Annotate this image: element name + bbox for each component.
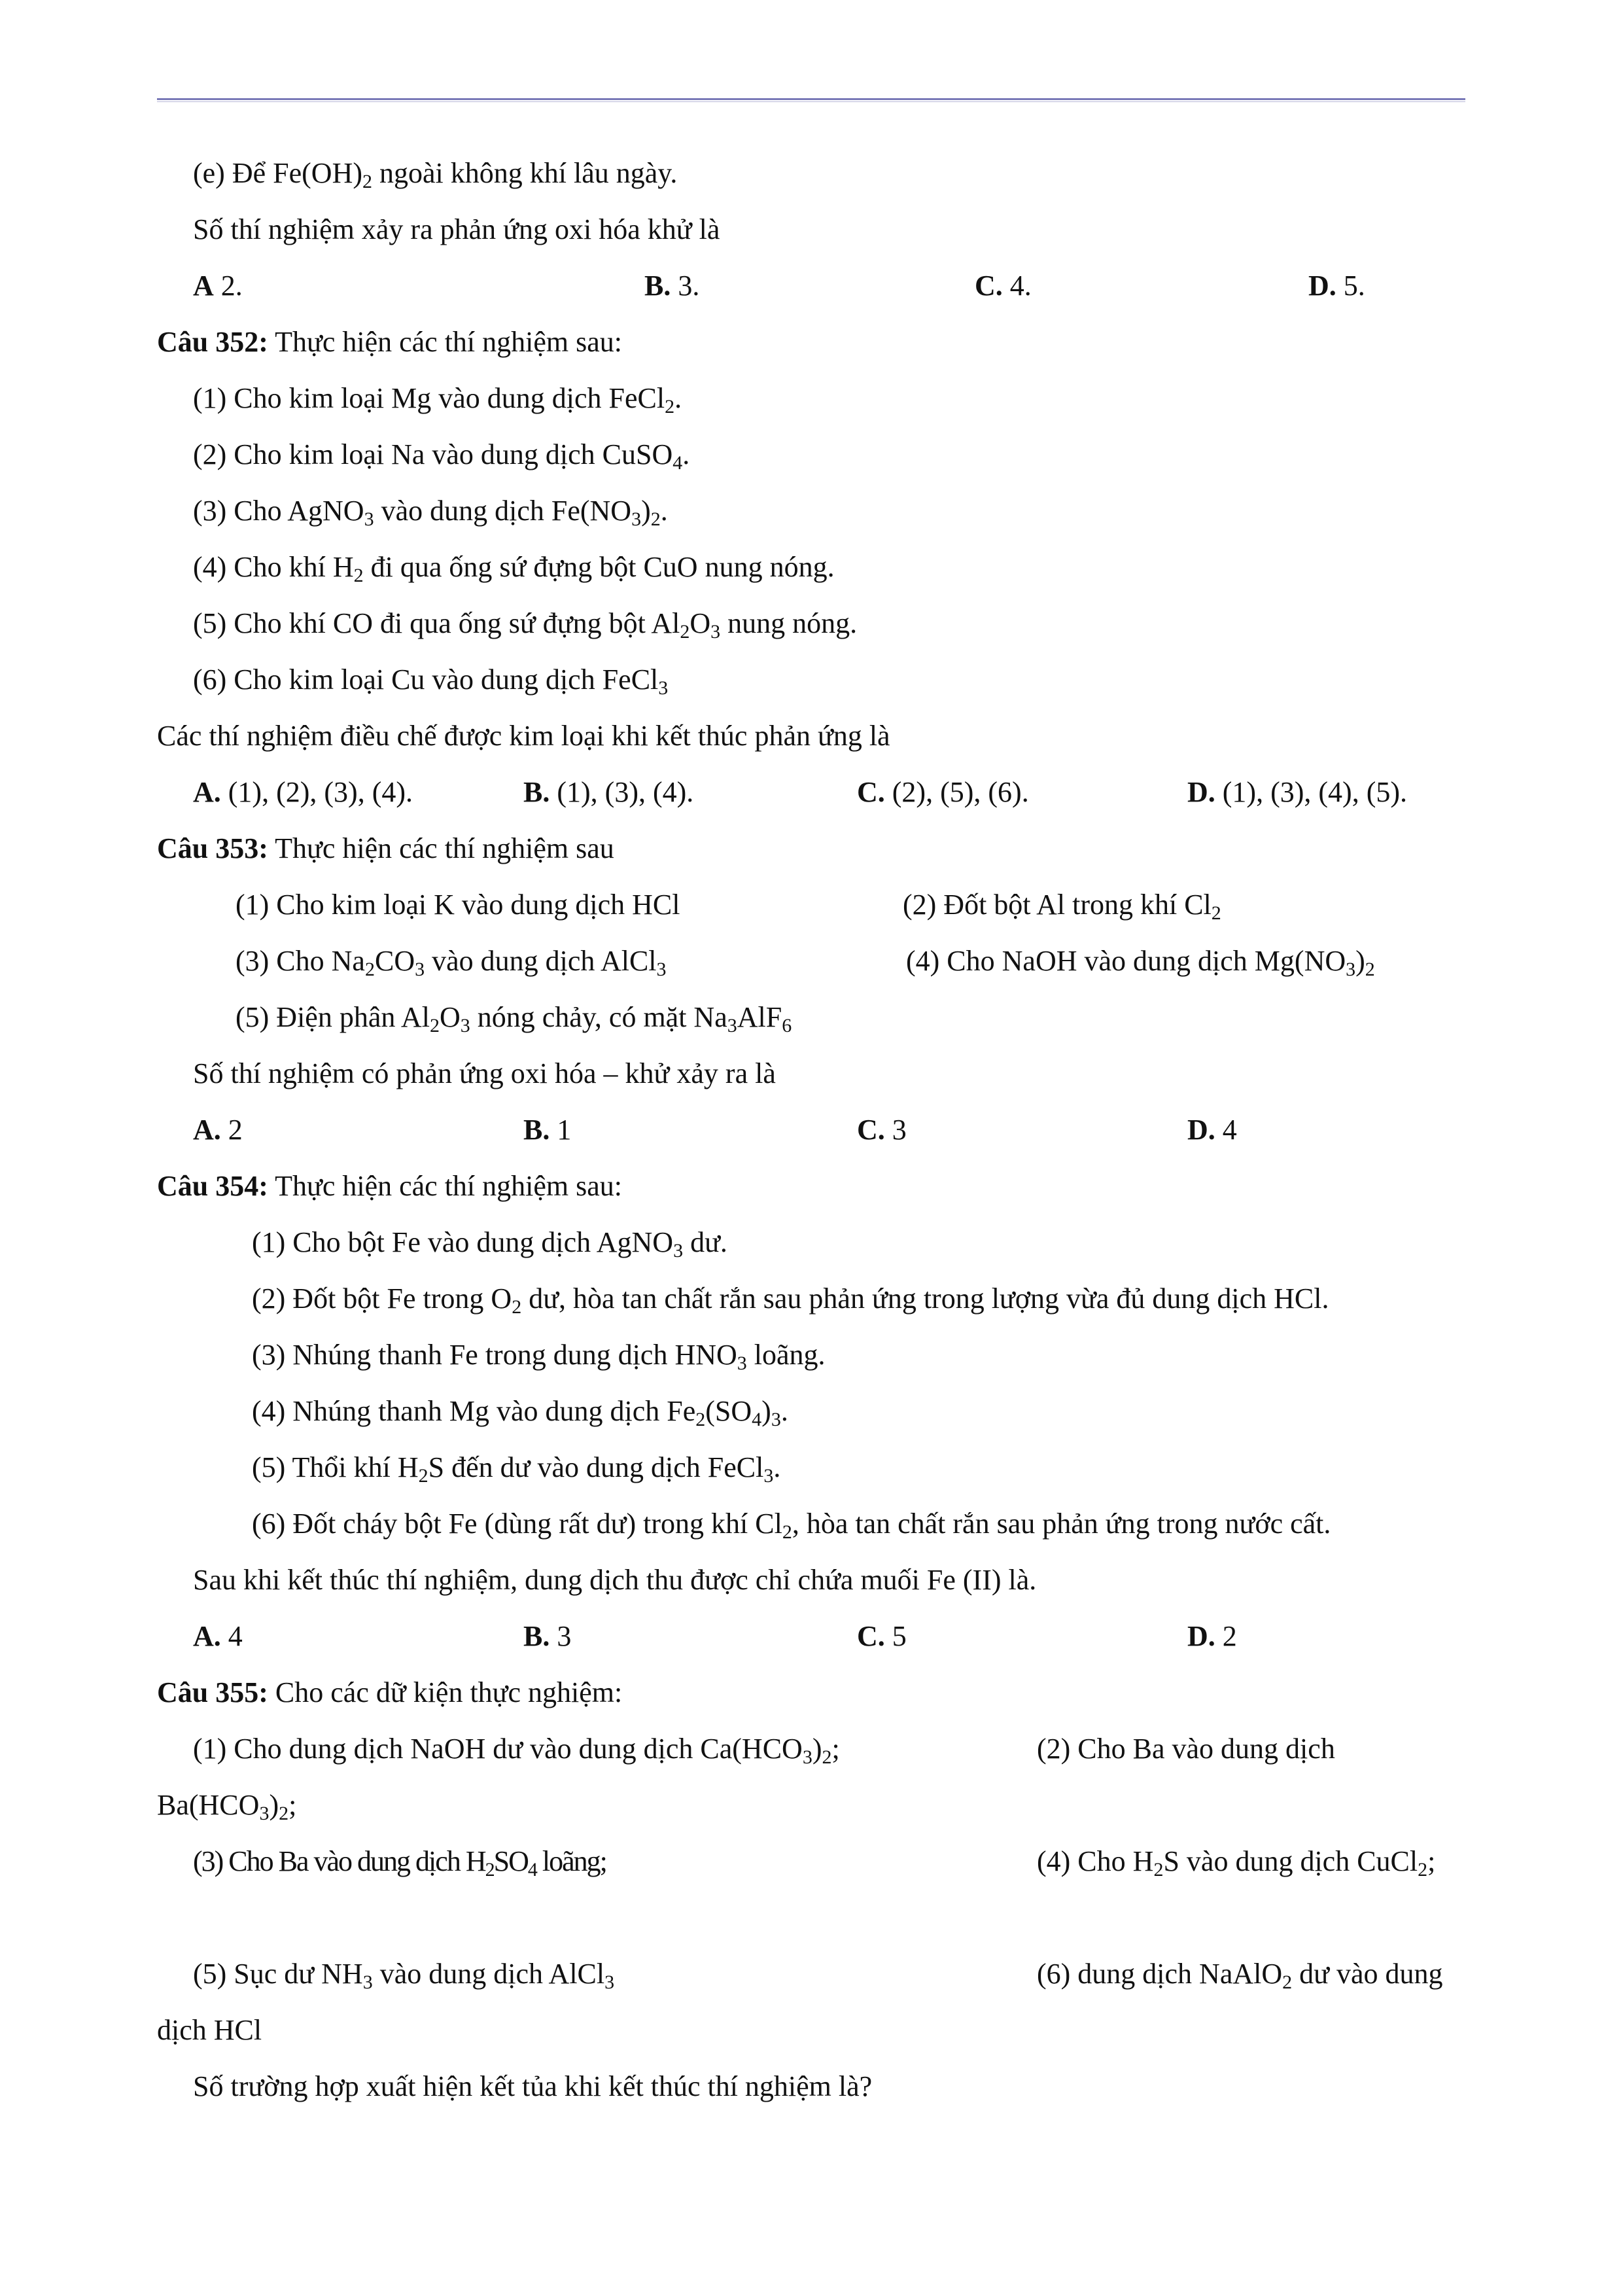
- subscript: 3: [460, 1015, 470, 1036]
- q355-item-1: (1) Cho dung dịch NaOH dư vào dung dịch $Ca(HCO_3)_2$;: [193, 1733, 840, 1768]
- q354-option-a[interactable]: A. 4: [193, 1620, 243, 1652]
- q354-option-c[interactable]: C. 5: [857, 1620, 907, 1652]
- q352-item-3: (3) Cho AgNO$_3$ vào dung dịch $Fe(NO_3)_2$.: [193, 495, 668, 530]
- q351-option-d[interactable]: D. 5.: [1308, 270, 1365, 302]
- subscript: 3: [737, 1352, 747, 1374]
- q352-option-a[interactable]: A. (1), (2), (3), (4).: [193, 776, 413, 808]
- subscript: 3: [364, 508, 374, 530]
- subscript: 3: [802, 1746, 812, 1768]
- q351-option-a[interactable]: A 2.: [193, 270, 243, 302]
- subscript: 2: [680, 621, 690, 643]
- q351-option-c[interactable]: C. 4.: [975, 270, 1032, 302]
- q355-item-5: (5) Sục dư $NH_3$ vào dung dịch AlCl$_3$: [193, 1958, 615, 1993]
- q352-item-1: (1) Cho kim loại Mg vào dung dịch FeCl$_2$.: [193, 382, 682, 417]
- subscript: 3: [763, 1465, 774, 1487]
- subscript: 3: [1346, 959, 1356, 980]
- q353-item-4: (4) Cho NaOH vào dung dịch $Mg(NO_3)_2$: [906, 945, 1375, 980]
- subscript: 2: [1282, 1971, 1293, 1993]
- q353-stem: Số thí nghiệm có phản ứng oxi hóa – khử xảy ra là: [193, 1057, 776, 1089]
- q355-item-3: (3) Cho Ba vào dung dịch $H_2SO_4$ loãng;: [193, 1845, 606, 1881]
- q351-option-b[interactable]: B. 3.: [644, 270, 700, 302]
- subscript: 3: [658, 677, 669, 699]
- q355-item-4: (4) Cho $H_2S$ vào dung dịch CuCl$_2$;: [1037, 1845, 1436, 1881]
- q353-item-5: (5) Điện phân $Al_2O_3$ nóng chảy, có mặt $Na_3AlF_6$: [236, 1001, 792, 1036]
- q354-heading: Câu 354: Thực hiện các thí nghiệm sau:: [157, 1170, 623, 1202]
- q352-option-c[interactable]: C. (2), (5), (6).: [857, 776, 1029, 808]
- subscript: 2: [485, 1859, 494, 1881]
- subscript: 2: [353, 565, 364, 586]
- q354-stem: Sau khi kết thúc thí nghiệm, dung dịch thu được chỉ chứa muối Fe (II) là.: [193, 1564, 1037, 1596]
- q353-option-a[interactable]: A. 2: [193, 1114, 243, 1146]
- q353-heading: Câu 353: Thực hiện các thí nghiệm sau: [157, 832, 614, 864]
- q355-stem: Số trường hợp xuất hiện kết tủa khi kết thúc thí nghiệm là?: [193, 2070, 873, 2102]
- q351-stem: Số thí nghiệm xảy ra phản ứng oxi hóa khử là: [193, 213, 720, 245]
- subscript: 2: [429, 1015, 440, 1036]
- q352-item-6: (6) Cho kim loại Cu vào dung dịch FeCl$_3$: [193, 663, 669, 699]
- subscript: 2: [665, 396, 675, 417]
- q352-item-2: (2) Cho kim loại Na vào dung dịch CuSO$_4$.: [193, 438, 690, 474]
- subscript: 2: [695, 1409, 706, 1430]
- subscript: 3: [727, 1015, 737, 1036]
- q352-option-d[interactable]: D. (1), (3), (4), (5).: [1187, 776, 1407, 808]
- q352-option-b[interactable]: B. (1), (3), (4).: [523, 776, 694, 808]
- q354-item-4: (4) Nhúng thanh Mg vào dung dịch $Fe_2(SO_4)_3$.: [252, 1395, 788, 1430]
- q353-item-2: (2) Đốt bột Al trong khí $Cl_2$: [903, 889, 1221, 924]
- subscript: 3: [362, 1971, 373, 1993]
- subscript: 2: [362, 171, 372, 192]
- subscript: 6: [782, 1015, 792, 1036]
- q351-item-e: (e) Để $Fe(OH)_2$ ngoài không khí lâu ngày.: [193, 157, 678, 192]
- subscript: 3: [673, 1240, 684, 1262]
- q354-option-b[interactable]: B. 3: [523, 1620, 572, 1652]
- subscript: 3: [631, 508, 642, 530]
- q355-item-6: (6) dung dịch NaAlO$_2$ dư vào dung: [1037, 1958, 1443, 1993]
- subscript: 4: [527, 1859, 536, 1881]
- subscript: 4: [752, 1409, 762, 1430]
- subscript: 2: [822, 1746, 832, 1768]
- q354-item-6: (6) Đốt cháy bột Fe (dùng rất dư) trong khí $Cl_2$, hòa tan chất rắn sau phản ứng trong nước cất.: [252, 1508, 1331, 1543]
- q353-item-1: (1) Cho kim loại K vào dung dịch HCl: [236, 889, 680, 921]
- subscript: 2: [364, 959, 375, 980]
- q352-item-4: (4) Cho khí $H_2$ đi qua ống sứ đựng bột CuO nung nóng.: [193, 551, 835, 586]
- q352-heading: Câu 352: Thực hiện các thí nghiệm sau:: [157, 326, 623, 358]
- q353-option-d[interactable]: D. 4: [1187, 1114, 1237, 1146]
- q355-item-2: (2) Cho Ba vào dung dịch: [1037, 1733, 1335, 1765]
- q354-item-1: (1) Cho bột Fe vào dung dịch AgNO$_3$ dư.: [252, 1226, 727, 1262]
- q353-option-c[interactable]: C. 3: [857, 1114, 907, 1146]
- q355-item-2-cont: $Ba(HCO_3)_2$;: [157, 1789, 297, 1824]
- subscript: 2: [1211, 902, 1221, 924]
- subscript: 3: [710, 621, 721, 643]
- subscript: 2: [650, 508, 661, 530]
- q353-option-b[interactable]: B. 1: [523, 1114, 572, 1146]
- subscript: 2: [1153, 1859, 1164, 1881]
- subscript: 3: [604, 1971, 615, 1993]
- subscript: 3: [771, 1409, 781, 1430]
- subscript: 2: [279, 1803, 289, 1824]
- subscript: 4: [672, 452, 683, 474]
- subscript: 2: [1418, 1859, 1428, 1881]
- q352-stem: Các thí nghiệm điều chế được kim loại khi kết thúc phản ứng là: [157, 720, 890, 752]
- subscript: 2: [1365, 959, 1375, 980]
- q355-item-6-cont: dịch HCl: [157, 2014, 262, 2046]
- q354-item-5: (5) Thổi khí $H_2S$ đến dư vào dung dịch FeCl$_3$.: [252, 1451, 781, 1487]
- q353-item-3: (3) Cho $Na_2CO_3$ vào dung dịch AlCl$_3$: [236, 945, 667, 980]
- q355-heading: Câu 355: Cho các dữ kiện thực nghiệm:: [157, 1676, 623, 1708]
- q354-option-d[interactable]: D. 2: [1187, 1620, 1237, 1652]
- q354-item-2: (2) Đốt bột Fe trong $O_2$ dư, hòa tan chất rắn sau phản ứng trong lượng vừa đủ dung dịch HCl.: [252, 1282, 1329, 1318]
- q352-item-5: (5) Cho khí CO đi qua ống sứ đựng bột $Al_2O_3$ nung nóng.: [193, 607, 858, 643]
- subscript: 2: [512, 1296, 522, 1318]
- subscript: 2: [418, 1465, 428, 1487]
- subscript: 2: [782, 1521, 792, 1543]
- q354-item-3: (3) Nhúng thanh Fe trong dung dịch $HNO_3$ loãng.: [252, 1339, 826, 1374]
- subscript: 3: [415, 959, 425, 980]
- subscript: 3: [656, 959, 667, 980]
- subscript: 3: [259, 1803, 270, 1824]
